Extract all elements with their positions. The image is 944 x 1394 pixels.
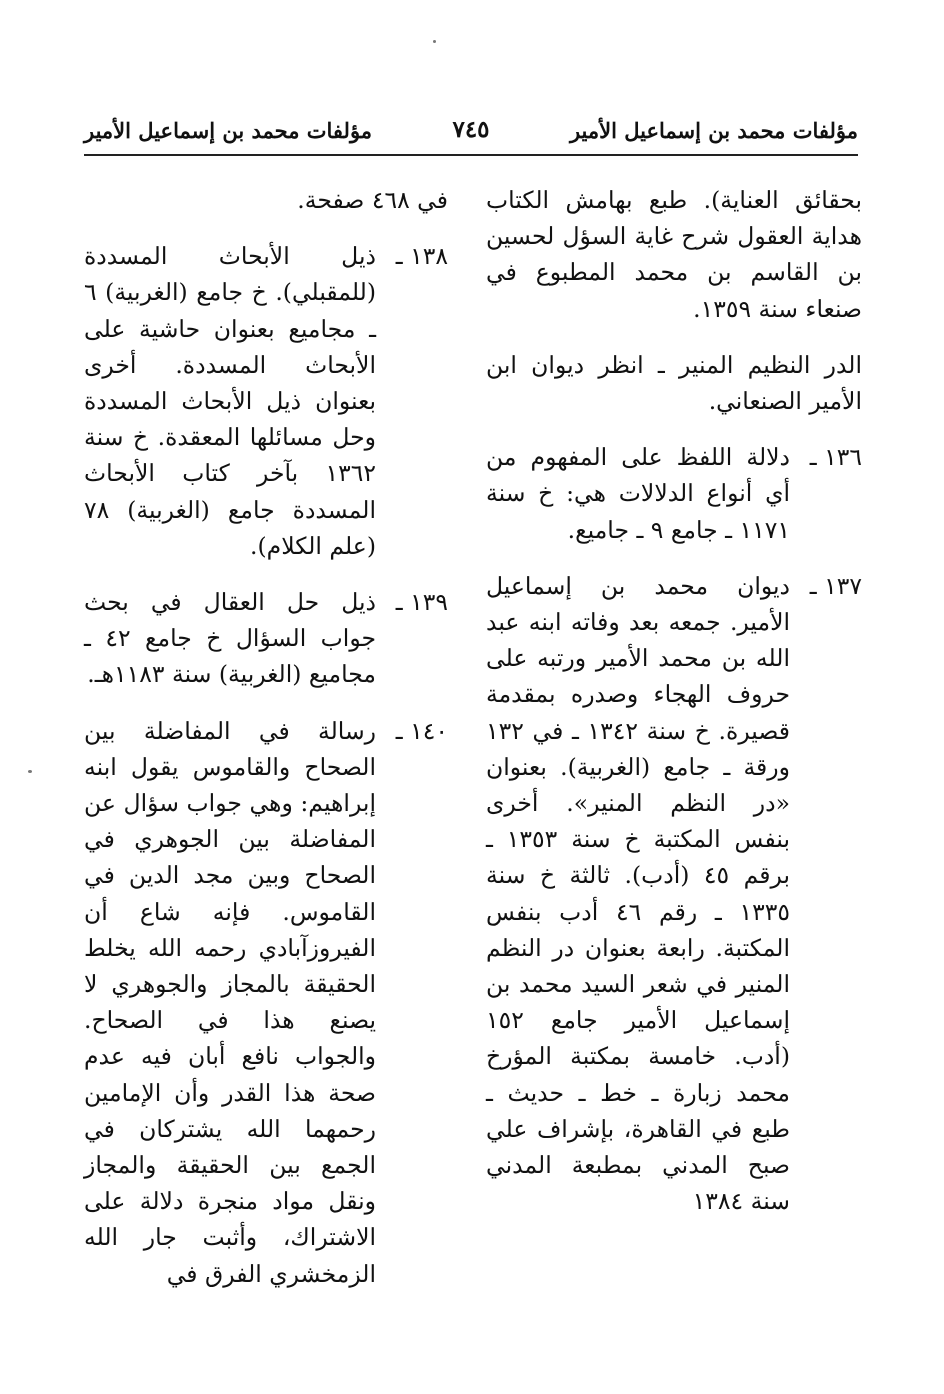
page-header [84,112,858,156]
entry-text: ذيل الأبحاث المسددة (للمقبلي). خ جامع (الغربية) ٦ ـ مجاميع بعنوان حاشية على الأبحاث المسددة. أخرى بعنوان ذيل الأبحاث المسددة وحل مسائلها المعقدة. خ سنة ١٣٦٢ بآخر كتاب الأبحاث المسددة جامع (الغربية) ٧٨ (علم الكلام). [84,242,376,560]
entry-136 [486,439,862,548]
scan-speck [433,40,436,43]
entry-number: ١٣٦ ـ [809,443,862,472]
cross-reference-entry [486,347,862,419]
entry-number: ١٣٨ ـ [395,242,448,271]
entry-text: ذيل حل العقال في بحث جواب السؤال خ جامع ٤٢ ـ مجاميع (الغربية) سنة ١١٨٣هـ. [84,588,376,689]
entry-number: ١٣٧ ـ [809,571,862,600]
running-title-right: مؤلفات محمد بن إسماعيل الأمير [569,118,858,143]
entry-continuation [486,182,862,327]
entry-continuation [84,182,448,218]
entry-text: دلالة اللفظ على المفهوم من أي أنواع الدلالات هي: خ سنة ١١٧١ ـ جامع ٩ ـ جاميع. [486,443,790,544]
entry-text: ديوان محمد بن إسماعيل الأمير. جمعه بعد وفاته ابنه عبد الله بن محمد الأمير ورتبه على حروف الهجاء وصدره بمقدمة قصيرة. خ سنة ١٣٤٢ ـ في ١٣٢ ورقة ـ جامع (الغربية). بعنوان «در النظم المنير». أخرى بنفس المكتبة خ سنة ١٣٥٣ ـ برقم ٤٥ (أدب). ثالثة خ سنة ١٣٣٥ ـ رقم ٤٦ أدب بنفس المكتبة. رابعة بعنوان در النظم المنير في شعر السيد محمد بن إسماعيل الأمير جامع ١٥٢ (أدب. خامسة بمكتبة المؤرخ محمد زبارة ـ خط ـ حديث ـ طبع في القاهرة، بإشراف علي صبح المدني بمطبعة المدني سنة ١٣٨٤ [486,571,791,1216]
entry-139 [84,584,448,693]
running-title-left: مؤلفات محمد بن إسماعيل الأمير [84,118,373,143]
entry-137 [486,568,862,1220]
entry-text: في ٤٦٨ صفحة. [297,186,448,214]
left-column [84,182,448,1312]
entry-text: رسالة في المفاضلة بين الصحاح والقاموس يقول ابنه إبراهيم: وهي جواب سؤال عن المفاضلة بين الجوهري في الصحاح وبين مجد الدين في القاموس. فإنه شاع أن الفيروزآبادي رحمه الله يخلط الحقيقة بالمجاز والجوهري لا يصنع هذا في الصحاح. والجواب نافع أبان فيه عدم صحة هذا القدر وأن الإمامين رحمهما الله يشتركان في الجمع بين الحقيقة والمجاز ونقل مواد منجرة دلالة على الاشتراك، وأثبت جار الله الزمخشري الفرق في [84,716,376,1288]
entry-138 [84,238,448,564]
entry-text: بحقائق العناية). طبع بهامش الكتاب هداية العقول شرح غاية السؤل لحسين بن القاسم بن محمد المطبوع في صنعاء سنة ١٣٥٩. [486,186,862,323]
scan-speck [28,770,32,773]
page-number: ٧٤٥ [452,116,490,143]
entry-number: ١٣٩ ـ [395,588,448,617]
header-rule [84,154,858,156]
entry-140 [84,713,448,1292]
right-column [486,182,862,1239]
entry-text: الدر النظيم المنير ـ انظر ديوان ابن الأمير الصنعاني. [486,350,862,416]
entry-number: ١٤٠ ـ [395,716,448,745]
